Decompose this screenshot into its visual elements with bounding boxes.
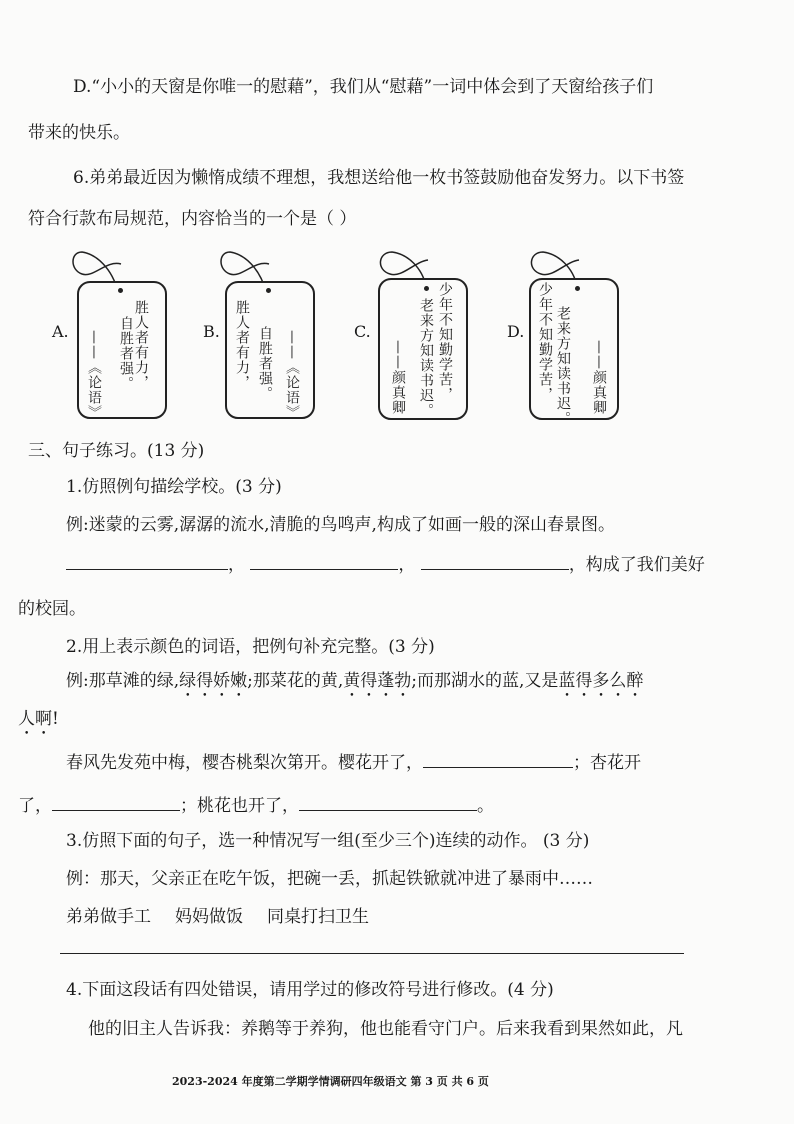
bookmark-b[interactable] (214, 248, 324, 418)
q1-blank-1[interactable] (66, 555, 228, 570)
q2-task-line1 (66, 748, 641, 773)
bookmark-c-line1: 少年不知勤学苦， (437, 282, 453, 402)
q2-example-line2 (18, 704, 59, 739)
q3-choices (66, 902, 369, 927)
bookmark-c[interactable] (368, 248, 478, 423)
q6-option-d-label[interactable]: D. (507, 322, 525, 341)
q1-answer-line (66, 550, 705, 575)
bookmark-b-line1: 胜人者有力， (234, 300, 250, 390)
q4-title: 4.下面这段话有四处错误，请用学过的修改符号进行修改。(4 分) (66, 980, 554, 1000)
bookmark-a-source: ——《论语》 (86, 330, 102, 420)
page-footer: 2023-2024 年度第二学期学情调研四年级语文 第 3 页 共 6 页 (172, 1075, 489, 1088)
bookmark-d-line1: 少年不知勤学苦， (537, 282, 553, 402)
q2-task-a: 春风先发苑中梅，樱杏桃梨次第开。樱花开了， (66, 753, 423, 773)
q2-example-e: ;而那湖水的蓝,又是 (411, 671, 559, 691)
q2-task-b: ；杏花开 (573, 753, 641, 773)
q2-task-d: ；桃花也开了， (180, 796, 299, 816)
q2-example-a: 例:那草滩的绿, (66, 671, 180, 691)
q2-task-line2 (18, 791, 494, 816)
bookmark-d[interactable] (519, 248, 629, 426)
q5-option-d-line2: 带来的快乐。 (28, 123, 130, 143)
bookmark-a[interactable] (66, 248, 176, 418)
q6-option-b-label[interactable]: B. (203, 322, 220, 341)
bookmark-b-line2: 自胜者强。 (257, 326, 273, 401)
q3-title: 3.仿照下面的句子，选一种情况写一组(至少三个)连续的动作。 (3 分) (66, 831, 590, 851)
bookmark-d-source: ——颜真卿 (591, 340, 607, 415)
q1-tail: ，构成了我们美好 (568, 555, 705, 575)
q2-example-f: 蓝得多么醉 (558, 671, 644, 691)
q6-option-c-label[interactable]: C. (354, 322, 371, 341)
q6-question-line2: 符合行款布局规范，内容恰当的一个是（ ） (28, 209, 357, 229)
q3-choice-1[interactable]: 弟弟做手工 (66, 907, 151, 927)
q3-choice-2[interactable]: 妈妈做饭 (175, 907, 243, 927)
q3-answer-line[interactable] (60, 953, 684, 954)
bookmark-a-line1: 胜人者有力， (133, 300, 149, 390)
q2-title: 2.用上表示颜色的词语，把例句补充完整。(3 分) (66, 637, 435, 657)
q2-example (66, 666, 643, 701)
section3-title: 三、句子练习。(13 分) (28, 441, 205, 461)
q1-blank-2[interactable] (250, 555, 398, 570)
bookmark-d-line2: 老来方知读书迟。 (555, 306, 571, 426)
q2-task-c: 了， (18, 796, 52, 816)
q1-example: 例:迷蒙的云雾,潺潺的流水,清脆的鸟鸣声,构成了如画一般的深山春景图。 (66, 515, 615, 535)
q1-blank-3[interactable] (421, 555, 569, 570)
q3-choice-3[interactable]: 同桌打扫卫生 (267, 907, 369, 927)
q2-example-b: 绿得娇嫩 (179, 671, 248, 691)
q4-text: 他的旧主人告诉我：养鹅等于养狗，他也能看守门户。后来我看到果然如此，凡 (88, 1019, 683, 1039)
q1-comma-2: ， (398, 555, 416, 575)
q6-question-line1: 6.弟弟最近因为懒惰成绩不理想，我想送给他一枚书签鼓励他奋发努力。以下书签 (73, 168, 685, 188)
bookmark-c-source: ——颜真卿 (390, 340, 406, 415)
q2-blank-1[interactable] (423, 753, 573, 768)
bookmark-c-line2: 老来方知读书迟。 (418, 298, 434, 418)
q2-task-e: 。 (477, 796, 494, 816)
q1-line2: 的校园。 (18, 599, 86, 619)
q2-blank-2[interactable] (52, 796, 180, 811)
q2-example-d: 黄得蓬勃 (343, 671, 412, 691)
q3-example: 例：那天，父亲正在吃午饭，把碗一丢，抓起铁锨就冲进了暴雨中…… (66, 869, 593, 889)
q5-option-d-line1: D.“小小的天窗是你唯一的慰藉”，我们从“慰藉”一词中体会到了天窗给孩子们 (73, 77, 654, 97)
bookmark-b-source: ——《论语》 (284, 330, 300, 420)
q1-comma-1: ， (228, 555, 245, 575)
q2-example-c: ;那菜花的黄, (247, 671, 344, 691)
bookmark-a-line2: 自胜者强。 (118, 316, 134, 391)
q2-blank-3[interactable] (299, 796, 477, 811)
q2-example-line2-text: 人啊! (18, 709, 59, 729)
q1-title: 1.仿照例句描绘学校。(3 分) (66, 477, 282, 497)
q6-option-a-label[interactable]: A. (52, 322, 69, 341)
